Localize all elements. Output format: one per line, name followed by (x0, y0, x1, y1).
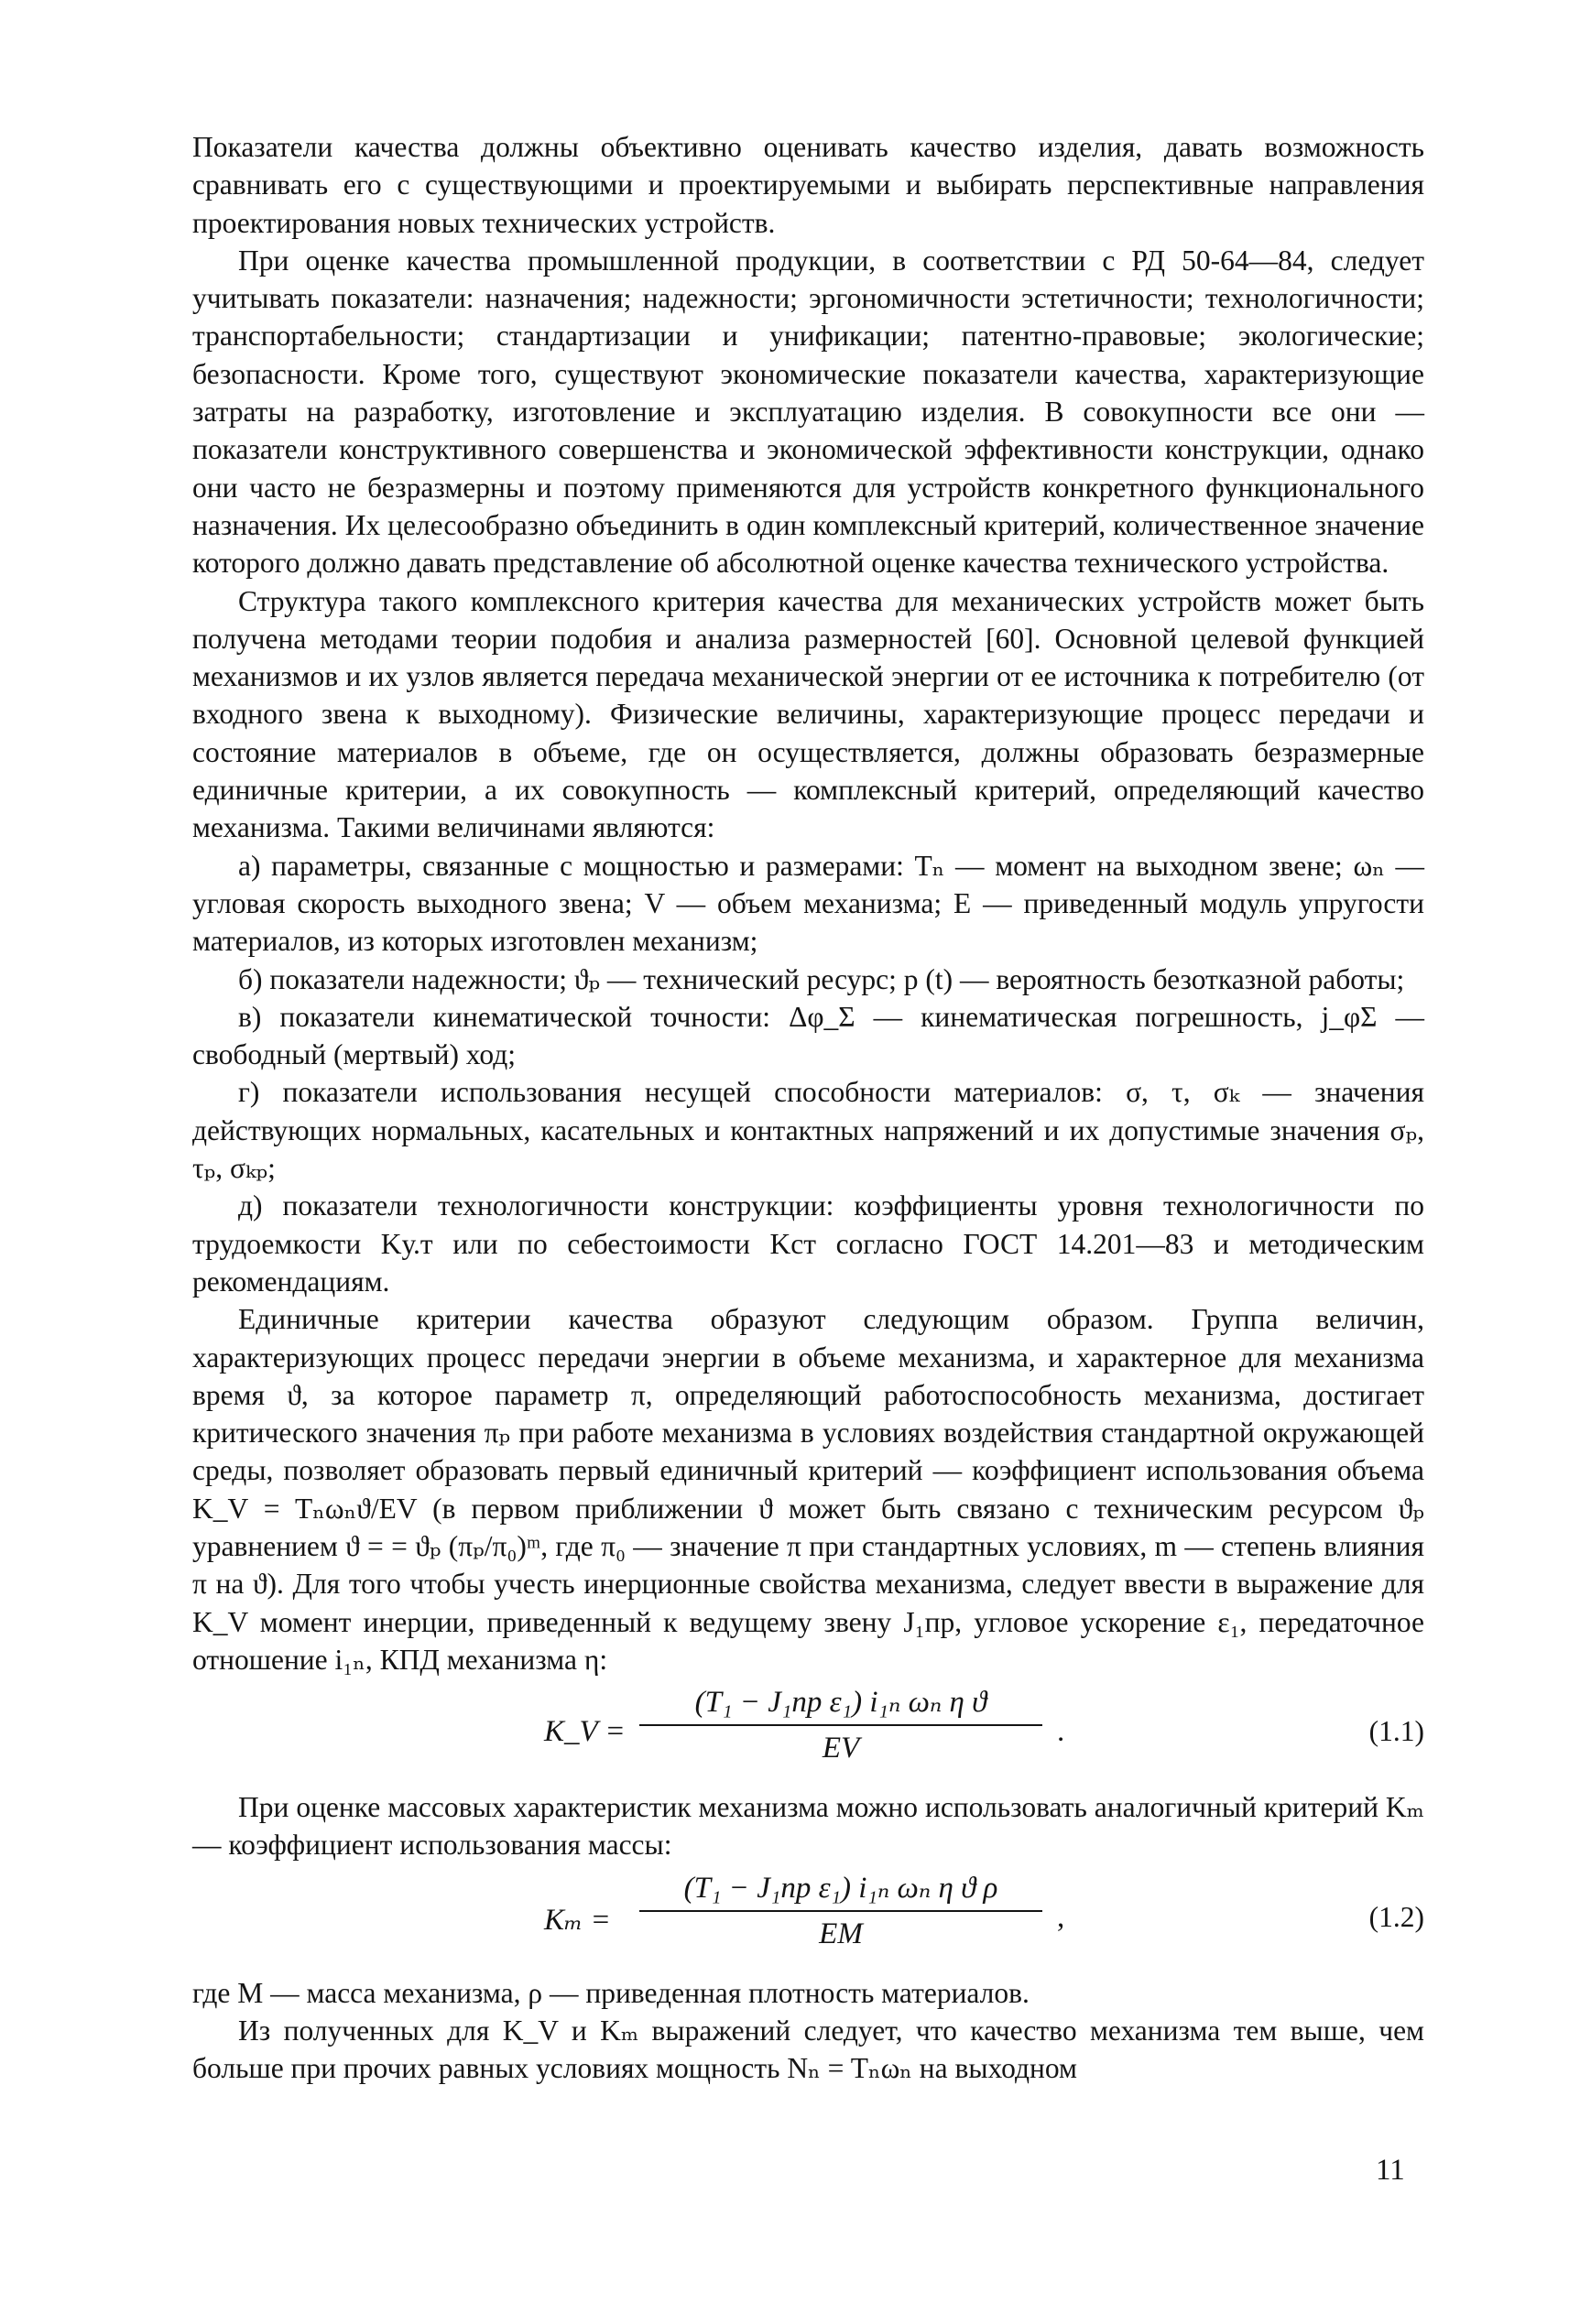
list-item-b: б) показатели надежности; ϑₚ — технический ресурс; p (t) — вероятность безотказной работы; (238, 962, 1405, 995)
formula-1-1-denominator: EV (822, 1732, 860, 1765)
page-number: 11 (1376, 2154, 1405, 2187)
paragraph-where: где M — масса механизма, ρ — приведенная плотность материалов. (192, 1976, 1030, 2009)
formula-1-1-label: (1.1) (1368, 1715, 1424, 1748)
fraction-bar (639, 1724, 1042, 1726)
formula-1-2-fraction (639, 1868, 1042, 1954)
fraction-bar (639, 1910, 1042, 1912)
formula-1-1-numerator: (T₁ − J₁пр ε₁) i₁ₙ ωₙ η ϑ (694, 1686, 987, 1720)
list-item-a: а) параметры, связанные с мощностью и размерами: Tₙ — момент на выходном звене; ωₙ — угловая скорость выходного звена; V — объем механизма; E — приведенный модуль упругости материалов, из которых изготовлен механизм; (192, 849, 1424, 958)
paragraph-criteria: Единичные критерии качества образуют следующим образом. Группа величин, характеризующих процесс передачи энергии в объеме механизма, и характерное для механизма время ϑ, за которое параметр π, определяющий работоспособность механизма, достигает критического значения πₚ при работе механизма в условиях воздействия стандартной окружающей среды, позволяет образовать первый единичный критерий — коэффициент использования объема K_V = Tₙωₙϑ/EV (в первом приближении ϑ может быть связано с техническим ресурсом ϑₚ уравнением ϑ = = ϑₚ (πₚ/π₀)ᵐ, где π₀ — значение π при стандартных условиях, m — степень влияния π на ϑ). Для того чтобы учесть инерционные свойства механизма, следует ввести в выражение для K_V момент инерции, приведенный к ведущему звену J₁пр, угловое ускорение ε₁, передаточное отношение i₁ₙ, КПД механизма η: (192, 1303, 1424, 1676)
paragraph-conclusion: Из полученных для K_V и Kₘ выражений следует, что качество механизма тем выше, чем больше при прочих равных условиях мощность Nₙ = Tₙωₙ на выходном (192, 2014, 1424, 2085)
formula-1-2-denominator: EM (819, 1917, 863, 1950)
formula-1-1-lhs: K_V = (544, 1715, 626, 1749)
list-item-v: в) показатели кинематической точности: Δφ_Σ — кинематическая погрешность, j_φΣ — свободный (мертвый) ход; (192, 1000, 1424, 1071)
list-item-g: г) показатели использования несущей способности материалов: σ, τ, σₖ — значения действующих нормальных, касательных и контактных напряжений и их допустимые значения σₚ, τₚ, σₖₚ; (192, 1076, 1424, 1185)
formula-1-2-numerator: (T₁ − J₁пр ε₁) i₁ₙ ωₙ η ϑ ρ (683, 1871, 998, 1905)
text-column (192, 128, 1424, 2088)
formula-1-2-label: (1.2) (1368, 1900, 1424, 1933)
formula-1-1-punctuation: . (1057, 1715, 1065, 1749)
formula-1-1-fraction (639, 1682, 1042, 1768)
list-item-d: д) показатели технологичности конструкции: коэффициенты уровня технологичности по трудоемкости Kу.т или по себестоимости Kст согласно ГОСТ 14.201—83 и методическим рекомендациям. (192, 1189, 1424, 1298)
formula-1-2-punctuation: , (1057, 1900, 1065, 1934)
paragraph-1: Показатели качества должны объективно оценивать качество изделия, давать возможность сравнивать его с существующими и проектируемыми и выбирать перспективные направления проектирования новых технических устройств. (192, 131, 1424, 239)
formula-1-2 (192, 1868, 1424, 1967)
paragraph-2: При оценке качества промышленной продукции, в соответствии с РД 50-64—84, следует учитывать показатели: назначения; надежности; эргономичности эстетичности; технологичности; транспортабельности; стандартизации и унификации; патентно-правовые; экологические; безопасности. Кроме того, существуют экономические показатели качества, характеризующие затраты на разработку, изготовление и эксплуатацию изделия. В совокупности все они — показатели конструктивного совершенства и экономической эффективности конструкции, однако они часто не безразмерны и поэтому применяются для устройств конкретного функционального назначения. Их целесообразно объединить в один комплексный критерий, количественное значение которого должно давать представление об абсолютной оценке качества технического устройства. (192, 244, 1424, 580)
formula-1-2-lhs: Kₘ = (544, 1903, 611, 1937)
formula-1-1 (192, 1682, 1424, 1781)
paragraph-mass: При оценке массовых характеристик механизма можно использовать аналогичный критерий Kₘ — коэффициент использования массы: (192, 1791, 1424, 1862)
paragraph-3: Структура такого комплексного критерия качества для механических устройств может быть получена методами теории подобия и анализа размерностей [60]. Основной целевой функцией механизмов и их узлов является передача механической энергии от ее источника к потребителю (от входного звена к выходному). Физические величины, характеризующие процесс передачи и состояние материалов в объеме, где он осуществляется, должны образовать безразмерные единичные критерии, а их совокупность — комплексный критерий, определяющий качество механизма. Такими величинами являются: (192, 584, 1424, 844)
